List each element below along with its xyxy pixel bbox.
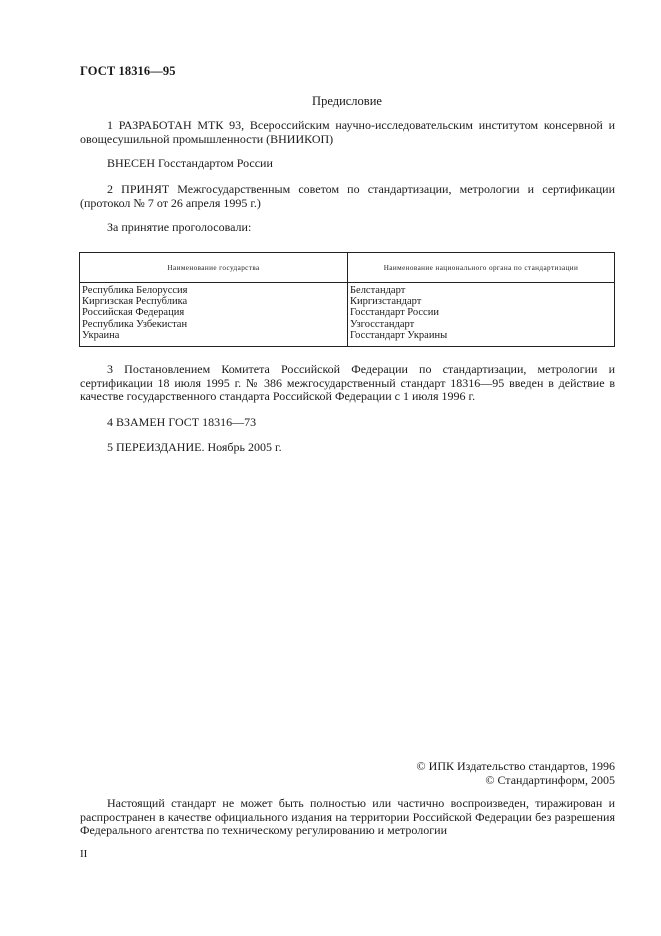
table-cell-state: Республика Узбекистан: [82, 318, 188, 330]
table-divider-vertical: [347, 253, 348, 346]
table-cell-body: Узгосстандарт: [350, 318, 415, 330]
table-cell-state: Российская Федерация: [82, 307, 185, 319]
table-cell-state: Киргизская Республика: [82, 296, 188, 308]
table-cell-state: Украина: [82, 329, 120, 341]
copyright-line-2: © Стандартинформ, 2005: [485, 773, 615, 787]
reproduction-notice: Настоящий стандарт не может быть полностью или частично воспроизведен, тиражирован и распространен в качестве официального издания на территории Российской Федерации без разрешения Федерального агентства по техническому регулированию и метрологии: [80, 796, 615, 837]
table-cell-state: Республика Белоруссия: [82, 285, 188, 296]
voting-table: [79, 252, 615, 347]
table-cell-body: Киргизстандарт: [350, 296, 422, 308]
paragraph-voted-for: За принятие проголосовали:: [107, 220, 252, 234]
table-header-state: Наименование государства: [167, 263, 260, 272]
table-cell-body: Белстандарт: [350, 285, 406, 296]
copyright-line-1: © ИПК Издательство стандартов, 1996: [416, 759, 615, 773]
table-header-standards-body: Наименование национального органа по стандартизации: [383, 263, 579, 272]
paragraph-reissue: 5 ПЕРЕИЗДАНИЕ. Ноябрь 2005 г.: [107, 440, 282, 454]
page-title: Предисловие: [312, 94, 382, 108]
table-cell-body: Госстандарт Украины: [350, 329, 448, 341]
copyright-block: [417, 759, 615, 787]
paragraph-adopted-by: 2 ПРИНЯТ Межгосударственным советом по стандартизации, метрологии и сертификации (протокол № 7 от 26 апреля 1995 г.): [80, 182, 615, 210]
paragraph-replaces: 4 ВЗАМЕН ГОСТ 18316—73: [107, 415, 257, 429]
paragraph-resolution: 3 Постановлением Комитета Российской Федерации по стандартизации, метрологии и сертификации 18 июля 1995 г. № 386 межгосударственный стандарт 18316—95 введен в действие в качестве государственного стандарта Российской Федерации с 1 июля 1996 г.: [80, 362, 615, 403]
page-number: II: [80, 848, 88, 860]
table-column-states: [82, 285, 188, 341]
paragraph-introduced-by: ВНЕСЕН Госстандартом России: [107, 156, 273, 170]
paragraph-developed-by: 1 РАЗРАБОТАН МТК 93, Всероссийским научно-исследовательским институтом консервной и овощесушильной промышленности (ВНИИКОП): [80, 118, 615, 146]
table-cell-body: Госстандарт России: [350, 307, 439, 319]
table-column-bodies: [350, 285, 447, 341]
document-header: ГОСТ 18316—95: [80, 64, 176, 78]
